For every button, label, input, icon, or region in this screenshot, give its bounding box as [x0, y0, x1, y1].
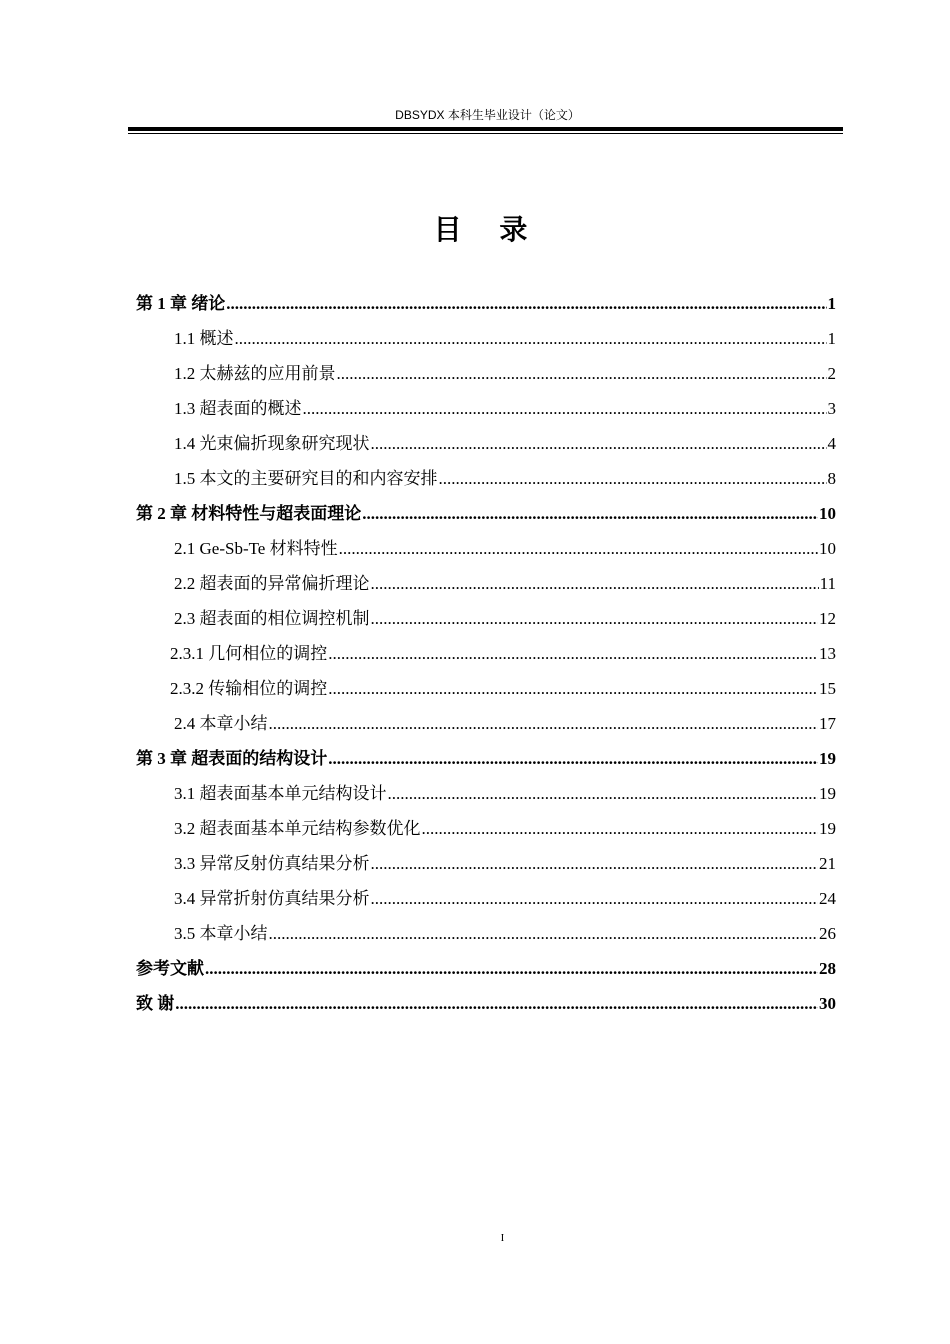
dot-leader	[422, 819, 819, 839]
toc-entry-title: 2.2 超表面的异常偏折理论	[174, 574, 370, 593]
toc-entry-title: 3.4 异常折射仿真结果分析	[174, 889, 370, 908]
dot-leader	[269, 924, 819, 944]
toc-entry[interactable]	[136, 530, 836, 565]
toc-entry[interactable]	[136, 565, 836, 600]
dot-leader	[205, 959, 818, 979]
dot-leader	[337, 364, 827, 384]
toc-entry-title: 1.5 本文的主要研究目的和内容安排	[174, 469, 438, 488]
toc-entry-title: 第 3 章 超表面的结构设计	[136, 749, 328, 768]
toc-entry-page: 1	[827, 329, 836, 348]
toc-entry[interactable]	[136, 425, 836, 460]
dot-leader	[328, 679, 818, 699]
toc-entry-page: 4	[827, 434, 836, 453]
toc-entry-page: 3	[827, 399, 836, 418]
toc-entry[interactable]	[136, 705, 836, 740]
toc-entry-title: 第 1 章 绪论	[136, 294, 226, 313]
toc-entry-page: 8	[827, 469, 836, 488]
toc-entry[interactable]	[136, 460, 836, 495]
toc-entry[interactable]	[136, 670, 836, 705]
toc-entry-title: 第 2 章 材料特性与超表面理论	[136, 504, 362, 523]
dot-leader	[371, 609, 819, 629]
toc-entry-page: 24	[819, 889, 836, 908]
toc-entry[interactable]	[136, 320, 836, 355]
toc-entry-title: 1.2 太赫兹的应用前景	[174, 364, 336, 383]
dot-leader	[269, 714, 819, 734]
dot-leader	[388, 784, 819, 804]
header-rule-thin	[128, 133, 843, 134]
toc-entry-title: 2.3.1 几何相位的调控	[170, 644, 328, 663]
toc-entry-title: 2.3.2 传输相位的调控	[170, 679, 328, 698]
toc-entry-title: 1.4 光束偏折现象研究现状	[174, 434, 370, 453]
dot-leader	[303, 399, 827, 419]
running-header: DBSYDX 本科生毕业设计（论文）	[395, 108, 580, 122]
page-number: I	[500, 1232, 505, 1244]
toc-entry[interactable]	[136, 775, 836, 810]
toc-entry-page: 13	[819, 644, 836, 663]
toc-entry-page: 28	[819, 959, 836, 978]
dot-leader	[328, 644, 818, 664]
table-of-contents	[136, 285, 836, 1020]
toc-entry[interactable]	[136, 390, 836, 425]
toc-entry-title: 1.3 超表面的概述	[174, 399, 302, 418]
dot-leader	[235, 329, 827, 349]
toc-entry[interactable]	[136, 845, 836, 880]
toc-entry[interactable]	[136, 985, 836, 1020]
toc-entry-page: 26	[819, 924, 836, 943]
dot-leader	[226, 294, 826, 314]
toc-entry-title: 致 谢	[136, 994, 175, 1013]
toc-entry-title: 3.2 超表面基本单元结构参数优化	[174, 819, 421, 838]
toc-entry-page: 2	[827, 364, 836, 383]
toc-entry-page: 11	[819, 574, 836, 593]
toc-entry[interactable]	[136, 915, 836, 950]
toc-entry-page: 21	[819, 854, 836, 873]
dot-leader	[371, 854, 819, 874]
toc-entry-title: 2.4 本章小结	[174, 714, 268, 733]
toc-entry-title: 参考文献	[136, 959, 204, 978]
toc-entry-title: 3.3 异常反射仿真结果分析	[174, 854, 370, 873]
dot-leader	[328, 749, 818, 769]
toc-entry-page: 15	[819, 679, 836, 698]
toc-title: 目 录	[433, 213, 542, 246]
toc-entry-title: 2.3 超表面的相位调控机制	[174, 609, 370, 628]
toc-entry-page: 19	[819, 819, 836, 838]
dot-leader	[371, 889, 819, 909]
toc-entry[interactable]	[136, 355, 836, 390]
toc-entry[interactable]	[136, 495, 836, 530]
toc-entry-title: 3.5 本章小结	[174, 924, 268, 943]
toc-entry-page: 30	[819, 994, 836, 1013]
dot-leader	[439, 469, 827, 489]
toc-entry[interactable]	[136, 810, 836, 845]
toc-entry[interactable]	[136, 880, 836, 915]
dot-leader	[371, 434, 827, 454]
toc-entry-title: 3.1 超表面基本单元结构设计	[174, 784, 387, 803]
dot-leader	[175, 994, 818, 1014]
toc-entry[interactable]	[136, 950, 836, 985]
toc-entry-page: 1	[827, 294, 836, 313]
toc-entry-title: 1.1 概述	[174, 329, 234, 348]
toc-entry-page: 19	[819, 749, 836, 768]
dot-leader	[371, 574, 819, 594]
header-rule-thick	[128, 127, 843, 131]
toc-entry-page: 19	[819, 784, 836, 803]
toc-entry-page: 12	[819, 609, 836, 628]
dot-leader	[362, 504, 818, 524]
toc-entry[interactable]	[136, 285, 836, 320]
toc-entry[interactable]	[136, 635, 836, 670]
dot-leader	[339, 539, 818, 559]
toc-entry-page: 10	[819, 539, 836, 558]
toc-entry-page: 17	[819, 714, 836, 733]
toc-entry-page: 10	[819, 504, 836, 523]
toc-entry-title: 2.1 Ge-Sb-Te 材料特性	[174, 539, 338, 558]
toc-entry[interactable]	[136, 600, 836, 635]
toc-entry[interactable]	[136, 740, 836, 775]
